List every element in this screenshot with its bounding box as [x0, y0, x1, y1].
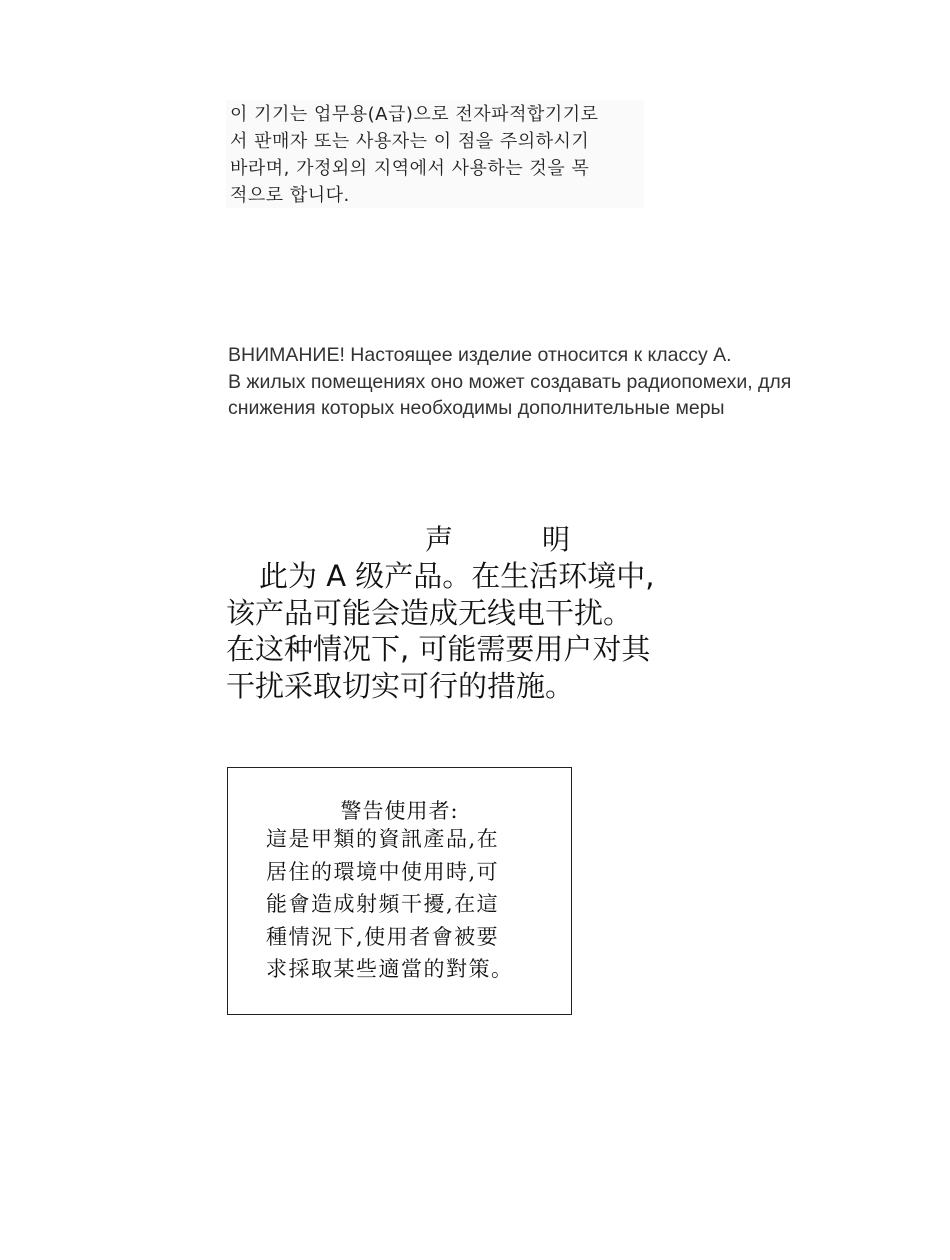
chinese-notice-line: 此为 A 级产品。在生活环境中,: [259, 559, 655, 593]
chinese-notice-line: 在这种情况下, 可能需要用户对其: [226, 632, 651, 666]
chinese-title-part: 声: [425, 523, 454, 556]
korean-notice-line: 적으로 합니다.: [230, 185, 350, 206]
russian-emc-notice: [228, 342, 928, 422]
korean-notice-line: 이 기기는 업무용(A급)으로 전자파적합기기로: [230, 104, 599, 125]
taiwan-notice-line: 居住的環境中使用時,可: [266, 859, 500, 884]
taiwan-notice-line: 這是甲類的資訊產品,在: [266, 827, 500, 851]
taiwan-notice-body: [266, 823, 514, 986]
taiwan-notice-line: 求採取某些適當的對策。: [266, 957, 514, 981]
taiwan-emc-notice-box: [227, 767, 572, 1015]
russian-notice-line: В жилых помещениях оно может создавать радиопомехи, для: [228, 370, 792, 393]
chinese-emc-notice: [226, 558, 746, 704]
russian-notice-line: ВНИМАНИЕ! Настоящее изделие относится к классу А.: [228, 344, 732, 366]
taiwan-notice-line: 種情況下,使用者會被要: [266, 924, 500, 949]
chinese-notice-line: 干扰采取切实可行的措施。: [226, 668, 575, 703]
korean-emc-notice: [226, 100, 644, 208]
taiwan-notice-title: 警告使用者:: [340, 799, 459, 823]
korean-notice-line: 바라며, 가정외의 지역에서 사용하는 것을 목: [230, 158, 590, 179]
chinese-title-part: 明: [542, 523, 571, 556]
chinese-notice-line: 该产品可能会造成无线电干扰。: [226, 595, 633, 630]
korean-notice-line: 서 판매자 또는 사용자는 이 점을 주의하시기: [230, 131, 590, 152]
russian-notice-line: снижения которых необходимы дополнительные меры: [228, 397, 725, 419]
taiwan-notice-line: 能會造成射頻干擾,在這: [266, 892, 500, 916]
